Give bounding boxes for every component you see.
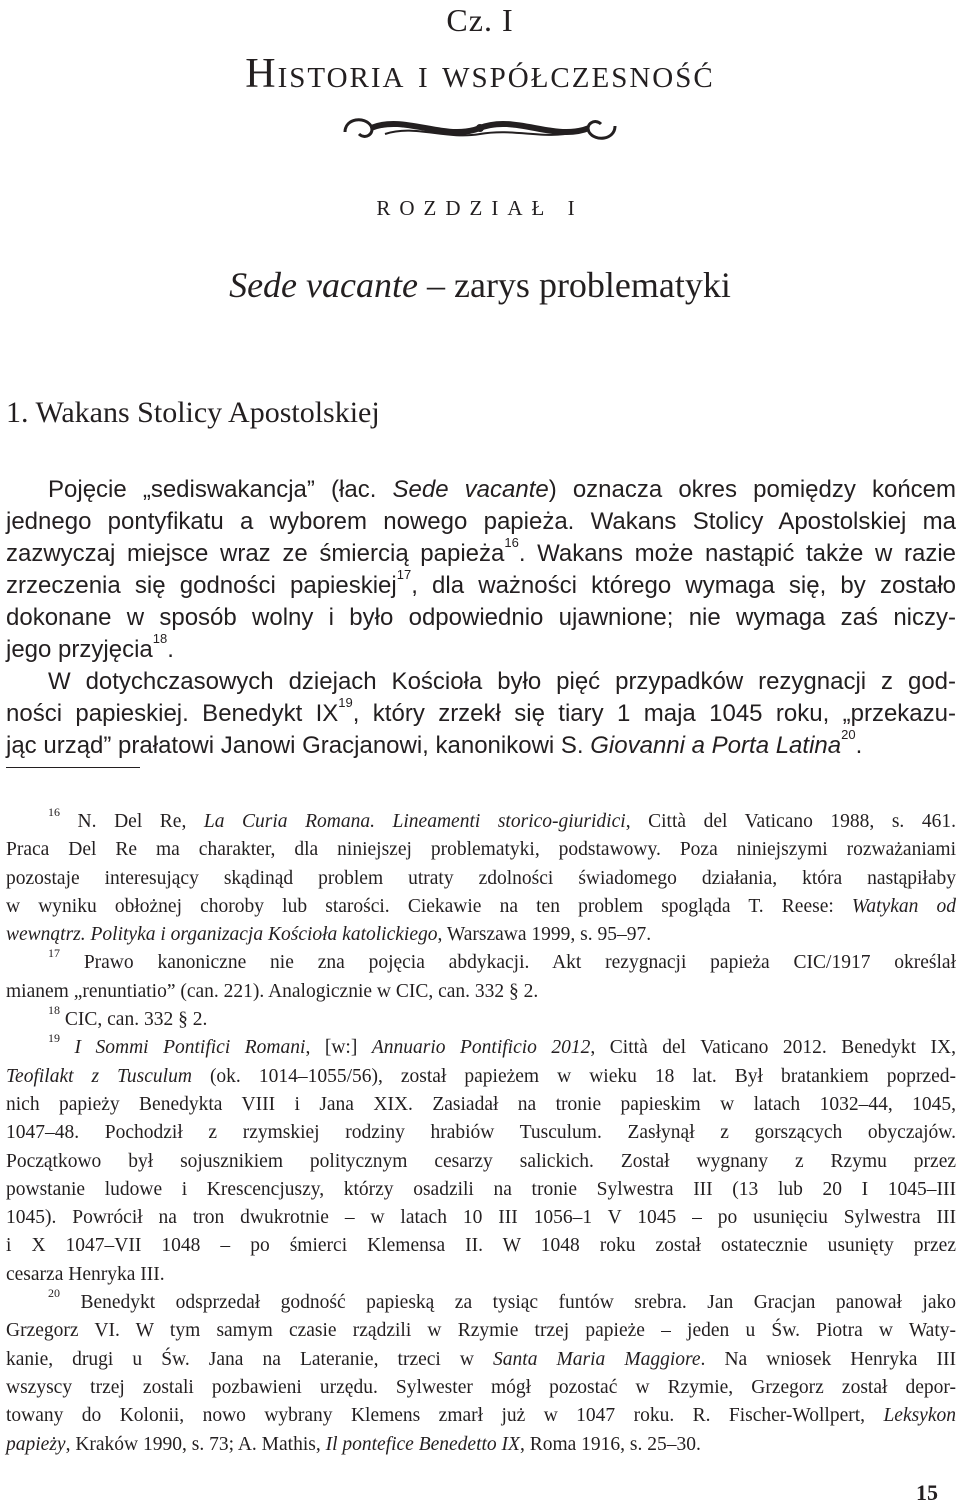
body-line: [6, 602, 956, 634]
chapter-label: ROZDZIAŁ I: [376, 196, 584, 220]
footnote-number: 18: [48, 1003, 60, 1018]
text-run: Prawo kanoniczne nie zna pojęcia abdykacji. Akt rezygnacji papieża CIC/1917 określał: [60, 952, 956, 974]
text-run: jąc urząd” prałatowi Janowi Gracjanowi, kanonikowi S.: [6, 732, 591, 759]
footnote-line: [6, 978, 956, 1006]
text-run: zazwyczaj miejsce wraz ze śmiercią papieża: [6, 540, 505, 567]
text-run: .: [855, 732, 863, 759]
text-run: powstanie ludowe i Krescencjuszy, którzy osadzili na tronie Sylwestra III (13 lub 20 I 1045–III: [6, 1178, 956, 1200]
footnote-ref[interactable]: 20: [841, 727, 856, 742]
text-run: Il pontefice Benedetto IX: [325, 1433, 520, 1455]
text-run: Sede vacante: [392, 476, 549, 503]
text-run: CIC, can. 332 § 2.: [60, 1009, 208, 1031]
text-run: papieży: [6, 1433, 66, 1455]
footnote-line: [6, 1176, 956, 1204]
footnote-16: [6, 805, 956, 836]
text-run: , Warszawa 1999, s. 95–97.: [437, 924, 652, 946]
text-run: i X 1047–VII 1048 – po śmierci Klemensa II. W 1048 roku został ostatecznie usunięty przez: [6, 1235, 956, 1257]
footnote-line: [6, 1374, 956, 1402]
footnote-line: [6, 836, 956, 864]
footnote-line: [6, 1261, 956, 1289]
text-run: towany do Kolonii, nowo wybrany Klemens zmarł już w 1047 roku. R. Fischer-Wollpert,: [6, 1405, 884, 1427]
text-run: Grzegorz VI. W tym samym czasie rządzili w Rzymie trzej papieże – jeden u Św. Piotra w Waty-: [6, 1320, 956, 1342]
text-run: mianem „renuntiatio” (can. 221). Analogicznie w CIC, can. 332 § 2.: [6, 980, 539, 1002]
footnote-line: [6, 893, 956, 921]
footnote-20: [6, 1286, 956, 1317]
footnote-number: 19: [48, 1031, 60, 1046]
text-run: jego przyjęcia: [6, 636, 153, 663]
text-run: wszyscy trzej zostali pozbawieni urzędu. Sylwester mógł pozostać w Rzymie, Grzegorz został depor-: [6, 1376, 956, 1398]
text-run: N. Del Re,: [60, 811, 204, 832]
text-run: Benedykt odsprzedał godność papieską za tysiąc funtów srebra. Jan Gracjan panował jako: [60, 1292, 956, 1314]
body-line: [6, 631, 956, 666]
footnote-line: [6, 1317, 956, 1345]
footnotes: [6, 805, 957, 1459]
text-run: , Città del Vaticano 2012. Benedykt IX,: [590, 1037, 957, 1059]
body-line: [6, 695, 956, 730]
text-run: pozostaje interesujący skądinąd problem utraty zdolności świadomego działania, która nastąpiłaby: [6, 867, 956, 889]
body-line: [6, 535, 957, 570]
text-run: Pojęcie „sediswakancja” (łac.: [48, 476, 393, 503]
body-line: [6, 506, 956, 538]
text-run: , Città del Vaticano 1988, s. 461.: [625, 811, 956, 832]
footnote-ref[interactable]: 16: [504, 535, 519, 550]
text-run: nich papieży Benedykta VIII i Jana XIX. Zasiadał na tronie papieskim w latach 1032–44, 1045,: [6, 1093, 956, 1115]
footnote-18: [6, 1003, 956, 1034]
text-run: La Curia Romana. Lineamenti storico-giuridici: [203, 811, 626, 832]
part-title: Historia i współczesność: [245, 51, 715, 97]
text-run: . Na wniosek Henryka III: [700, 1348, 956, 1370]
body-line: [6, 666, 956, 698]
body-line: [6, 727, 956, 762]
footnote-line: [6, 1204, 956, 1232]
page-number: 15: [916, 1480, 938, 1505]
text-run: wewnątrz. Polityka i organizacja Kościoła katolickiego: [6, 924, 438, 946]
text-run: .: [167, 636, 174, 663]
footnote-separator: [6, 767, 140, 768]
text-run: , Kraków 1990, s. 73; A. Mathis,: [65, 1433, 326, 1455]
text-run: Praca Del Re ma charakter, dla niniejszej problematyki, podstawowy. Poza niniejszymi rozważaniami: [6, 839, 956, 861]
footnote-ref[interactable]: 19: [338, 695, 353, 710]
footnote-line: [6, 1063, 956, 1091]
chapter-title-rest: – zarys problematyki: [417, 265, 731, 305]
text-run: Watykan od: [851, 895, 956, 917]
footnote-17: [6, 946, 956, 977]
text-run: dokonane w sposób wolny i było odpowiednio ujawnione; nie wymaga zaś niczy-: [6, 604, 956, 631]
text-run: I Sommi Pontifici Romani: [74, 1037, 306, 1059]
footnote-line: [6, 1091, 956, 1119]
footnote-line: [6, 1431, 956, 1459]
scroll-ornament-icon: [335, 108, 625, 150]
text-run: . Wakans może nastąpić także w razie: [518, 540, 957, 567]
text-run: zrzeczenia się godności papieskiej: [6, 572, 397, 599]
text-run: (ok. 1014–1055/56), został papieżem w wieku 18 lat. Był bratankiem poprzed-: [191, 1065, 956, 1087]
text-run: ) oznacza okres pomiędzy końcem: [548, 476, 957, 503]
footnote-line: [6, 865, 956, 893]
footnote-19: [6, 1031, 957, 1062]
footnote-ref[interactable]: 17: [396, 567, 412, 582]
footnote-number: 17: [48, 946, 60, 961]
text-run: , [w:]: [305, 1037, 372, 1059]
text-run: Teofilakt z Tusculum: [6, 1065, 192, 1087]
text-run: Giovanni a Porta Latina: [590, 732, 842, 759]
text-run: Santa Maria Maggiore: [493, 1348, 701, 1370]
text-run: 1045). Powrócił na tron dwukrotnie – w latach 10 III 1056–1 V 1045 – po usunięciu Sylwestra III: [6, 1207, 956, 1229]
body-text: [6, 474, 956, 762]
text-run: ności papieskiej. Benedykt IX: [6, 700, 339, 727]
text-run: Annuario Pontificio 2012: [371, 1037, 591, 1059]
body-line: [6, 567, 957, 602]
chapter-title-italic: Sede vacante: [229, 265, 418, 305]
footnote-ref[interactable]: 18: [152, 631, 168, 646]
text-run: jednego pontyfikatu a wyborem nowego papieża. Wakans Stolicy Apostolskiej ma: [6, 508, 956, 535]
chapter-title: [0, 264, 960, 306]
text-run: , Roma 1916, s. 25–30.: [519, 1433, 701, 1455]
footnote-line: [6, 1346, 956, 1374]
footnote-number: 16: [48, 805, 60, 819]
section-heading: 1. Wakans Stolicy Apostolskiej: [6, 396, 380, 429]
text-run: , dla ważności którego wymaga się, by zostało: [411, 572, 957, 599]
footnote-number: 20: [48, 1286, 60, 1301]
text-run: Leksykon: [883, 1405, 956, 1427]
footnote-line: [6, 1402, 956, 1430]
body-line: [6, 474, 956, 506]
text-run: kanie, drugi u Św. Jana na Lateranie, trzeci w: [6, 1348, 494, 1370]
text-run: Początkowo był sojusznikiem politycznym cesarzy salickich. Został wygnany z Rzymu przez: [6, 1150, 956, 1172]
part-label: Cz. I: [446, 2, 514, 38]
text-run: , który zrzekł się tiary 1 maja 1045 roku, „przekazu-: [352, 700, 956, 727]
footnote-line: [6, 1119, 956, 1147]
text-run: w wyniku obłożnej choroby lub starości. Ciekawie na ten problem spogląda T. Reese:: [6, 895, 852, 917]
text-run: W dotychczasowych dziejach Kościoła było pięć przypadków rezygnacji z god-: [48, 668, 956, 695]
text-run: [60, 1037, 75, 1058]
footnote-line: [6, 1232, 956, 1260]
footnote-line: [6, 1148, 956, 1176]
text-run: 1047–48. Pochodził z rzymskiej rodziny hrabiów Tusculum. Zasłynął z gorszących obyczajów.: [6, 1122, 956, 1144]
footnote-line: [6, 921, 956, 949]
text-run: cesarza Henryka III.: [6, 1263, 165, 1285]
